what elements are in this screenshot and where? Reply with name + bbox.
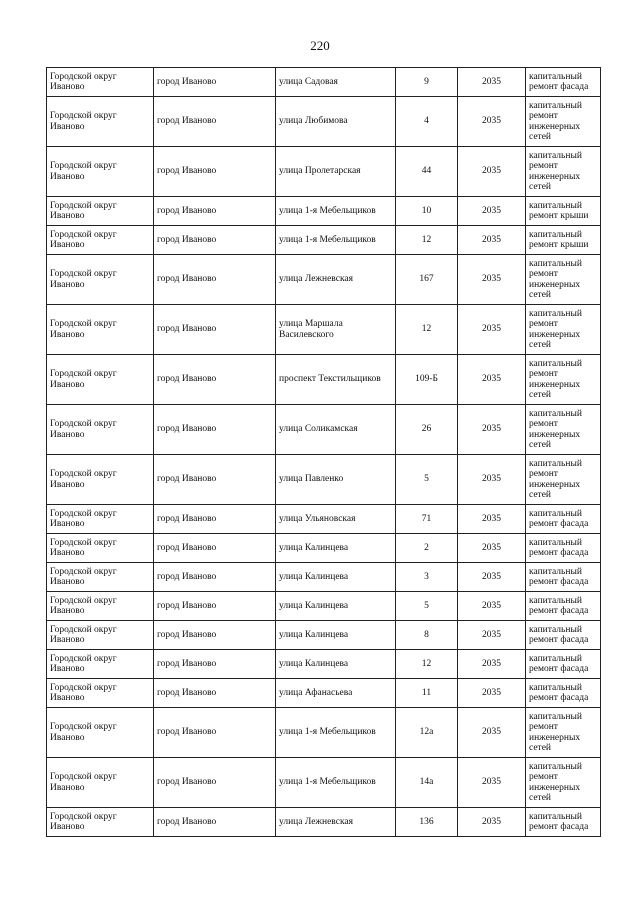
table-row <box>47 405 601 455</box>
cell-city: город Иваново <box>154 97 276 147</box>
cell-work: капитальный ремонт инженерных сетей <box>526 355 601 405</box>
cell-city: город Иваново <box>154 592 276 621</box>
cell-year: 2035 <box>458 455 526 505</box>
cell-house: 10 <box>396 197 458 226</box>
cell-work: капитальный ремонт фасада <box>526 592 601 621</box>
cell-okrug: Городской округ Иваново <box>47 650 154 679</box>
cell-house: 5 <box>396 592 458 621</box>
cell-street: улица Афанасьева <box>276 679 396 708</box>
cell-street: улица Лежневская <box>276 255 396 305</box>
cell-okrug: Городской округ Иваново <box>47 197 154 226</box>
cell-street: улица Калинцева <box>276 592 396 621</box>
cell-house: 136 <box>396 808 458 837</box>
cell-house: 11 <box>396 679 458 708</box>
cell-city: город Иваново <box>154 147 276 197</box>
cell-work: капитальный ремонт инженерных сетей <box>526 405 601 455</box>
cell-city: город Иваново <box>154 255 276 305</box>
cell-okrug: Городской округ Иваново <box>47 758 154 808</box>
cell-okrug: Городской округ Иваново <box>47 405 154 455</box>
cell-house: 12 <box>396 305 458 355</box>
cell-work: капитальный ремонт инженерных сетей <box>526 97 601 147</box>
cell-okrug: Городской округ Иваново <box>47 592 154 621</box>
table-row <box>47 621 601 650</box>
cell-street: улица Калинцева <box>276 534 396 563</box>
cell-okrug: Городской округ Иваново <box>47 305 154 355</box>
cell-house: 109-Б <box>396 355 458 405</box>
cell-work: капитальный ремонт инженерных сетей <box>526 255 601 305</box>
cell-street: улица 1-я Мебельщиков <box>276 708 396 758</box>
cell-city: город Иваново <box>154 808 276 837</box>
table-row <box>47 455 601 505</box>
cell-house: 12 <box>396 226 458 255</box>
cell-work: капитальный ремонт фасада <box>526 563 601 592</box>
cell-work: капитальный ремонт фасада <box>526 68 601 97</box>
cell-street: проспект Текстильщиков <box>276 355 396 405</box>
table-row <box>47 563 601 592</box>
cell-house: 9 <box>396 68 458 97</box>
cell-city: город Иваново <box>154 405 276 455</box>
cell-okrug: Городской округ Иваново <box>47 355 154 405</box>
table-row <box>47 305 601 355</box>
cell-okrug: Городской округ Иваново <box>47 808 154 837</box>
cell-street: улица Садовая <box>276 68 396 97</box>
cell-year: 2035 <box>458 405 526 455</box>
cell-street: улица Соликамская <box>276 405 396 455</box>
cell-year: 2035 <box>458 226 526 255</box>
cell-year: 2035 <box>458 563 526 592</box>
cell-work: капитальный ремонт инженерных сетей <box>526 455 601 505</box>
cell-street: улица 1-я Мебельщиков <box>276 197 396 226</box>
cell-work: капитальный ремонт фасада <box>526 808 601 837</box>
table-row <box>47 758 601 808</box>
cell-okrug: Городской округ Иваново <box>47 97 154 147</box>
cell-year: 2035 <box>458 197 526 226</box>
cell-city: город Иваново <box>154 355 276 405</box>
cell-house: 71 <box>396 505 458 534</box>
cell-year: 2035 <box>458 621 526 650</box>
cell-year: 2035 <box>458 679 526 708</box>
cell-work: капитальный ремонт фасада <box>526 621 601 650</box>
table-row <box>47 226 601 255</box>
cell-city: город Иваново <box>154 305 276 355</box>
cell-city: город Иваново <box>154 226 276 255</box>
cell-street: улица Пролетарская <box>276 147 396 197</box>
cell-house: 167 <box>396 255 458 305</box>
cell-street: улица Маршала Василевского <box>276 305 396 355</box>
cell-year: 2035 <box>458 650 526 679</box>
table-row <box>47 708 601 758</box>
cell-street: улица 1-я Мебельщиков <box>276 758 396 808</box>
cell-house: 14а <box>396 758 458 808</box>
table-row <box>47 808 601 837</box>
table-row <box>47 97 601 147</box>
cell-year: 2035 <box>458 758 526 808</box>
cell-year: 2035 <box>458 592 526 621</box>
table-row <box>47 592 601 621</box>
cell-work: капитальный ремонт инженерных сетей <box>526 708 601 758</box>
cell-work: капитальный ремонт фасада <box>526 679 601 708</box>
cell-city: город Иваново <box>154 68 276 97</box>
cell-work: капитальный ремонт инженерных сетей <box>526 305 601 355</box>
table-row <box>47 679 601 708</box>
table-row <box>47 355 601 405</box>
page-number: 220 <box>310 38 330 53</box>
cell-year: 2035 <box>458 808 526 837</box>
register-table-body <box>47 68 601 837</box>
cell-okrug: Городской округ Иваново <box>47 68 154 97</box>
cell-year: 2035 <box>458 68 526 97</box>
cell-year: 2035 <box>458 534 526 563</box>
cell-house: 2 <box>396 534 458 563</box>
cell-house: 3 <box>396 563 458 592</box>
cell-city: город Иваново <box>154 563 276 592</box>
cell-work: капитальный ремонт инженерных сетей <box>526 147 601 197</box>
cell-street: улица Ульяновская <box>276 505 396 534</box>
cell-okrug: Городской округ Иваново <box>47 255 154 305</box>
cell-street: улица Калинцева <box>276 621 396 650</box>
cell-street: улица Калинцева <box>276 563 396 592</box>
cell-okrug: Городской округ Иваново <box>47 455 154 505</box>
cell-city: город Иваново <box>154 758 276 808</box>
cell-okrug: Городской округ Иваново <box>47 505 154 534</box>
cell-house: 5 <box>396 455 458 505</box>
cell-city: город Иваново <box>154 708 276 758</box>
cell-city: город Иваново <box>154 534 276 563</box>
cell-house: 12 <box>396 650 458 679</box>
cell-okrug: Городской округ Иваново <box>47 621 154 650</box>
cell-street: улица Любимова <box>276 97 396 147</box>
cell-street: улица Калинцева <box>276 650 396 679</box>
cell-work: капитальный ремонт фасада <box>526 505 601 534</box>
table-row <box>47 255 601 305</box>
table-row <box>47 650 601 679</box>
cell-year: 2035 <box>458 255 526 305</box>
table-row <box>47 68 601 97</box>
cell-year: 2035 <box>458 147 526 197</box>
cell-street: улица Павленко <box>276 455 396 505</box>
cell-okrug: Городской округ Иваново <box>47 147 154 197</box>
table-row <box>47 147 601 197</box>
cell-work: капитальный ремонт инженерных сетей <box>526 758 601 808</box>
cell-city: город Иваново <box>154 197 276 226</box>
register-table <box>46 67 601 837</box>
cell-work: капитальный ремонт крыши <box>526 197 601 226</box>
cell-okrug: Городской округ Иваново <box>47 563 154 592</box>
cell-city: город Иваново <box>154 650 276 679</box>
cell-house: 12а <box>396 708 458 758</box>
cell-street: улица 1-я Мебельщиков <box>276 226 396 255</box>
cell-house: 44 <box>396 147 458 197</box>
cell-okrug: Городской округ Иваново <box>47 534 154 563</box>
table-row <box>47 534 601 563</box>
cell-year: 2035 <box>458 97 526 147</box>
cell-house: 26 <box>396 405 458 455</box>
cell-city: город Иваново <box>154 455 276 505</box>
cell-house: 8 <box>396 621 458 650</box>
cell-street: улица Лежневская <box>276 808 396 837</box>
cell-year: 2035 <box>458 708 526 758</box>
cell-year: 2035 <box>458 505 526 534</box>
cell-city: город Иваново <box>154 679 276 708</box>
cell-year: 2035 <box>458 355 526 405</box>
cell-city: город Иваново <box>154 621 276 650</box>
cell-house: 4 <box>396 97 458 147</box>
cell-okrug: Городской округ Иваново <box>47 226 154 255</box>
cell-work: капитальный ремонт фасада <box>526 534 601 563</box>
cell-work: капитальный ремонт крыши <box>526 226 601 255</box>
cell-city: город Иваново <box>154 505 276 534</box>
cell-okrug: Городской округ Иваново <box>47 708 154 758</box>
table-row <box>47 505 601 534</box>
cell-okrug: Городской округ Иваново <box>47 679 154 708</box>
cell-year: 2035 <box>458 305 526 355</box>
cell-work: капитальный ремонт фасада <box>526 650 601 679</box>
table-row <box>47 197 601 226</box>
